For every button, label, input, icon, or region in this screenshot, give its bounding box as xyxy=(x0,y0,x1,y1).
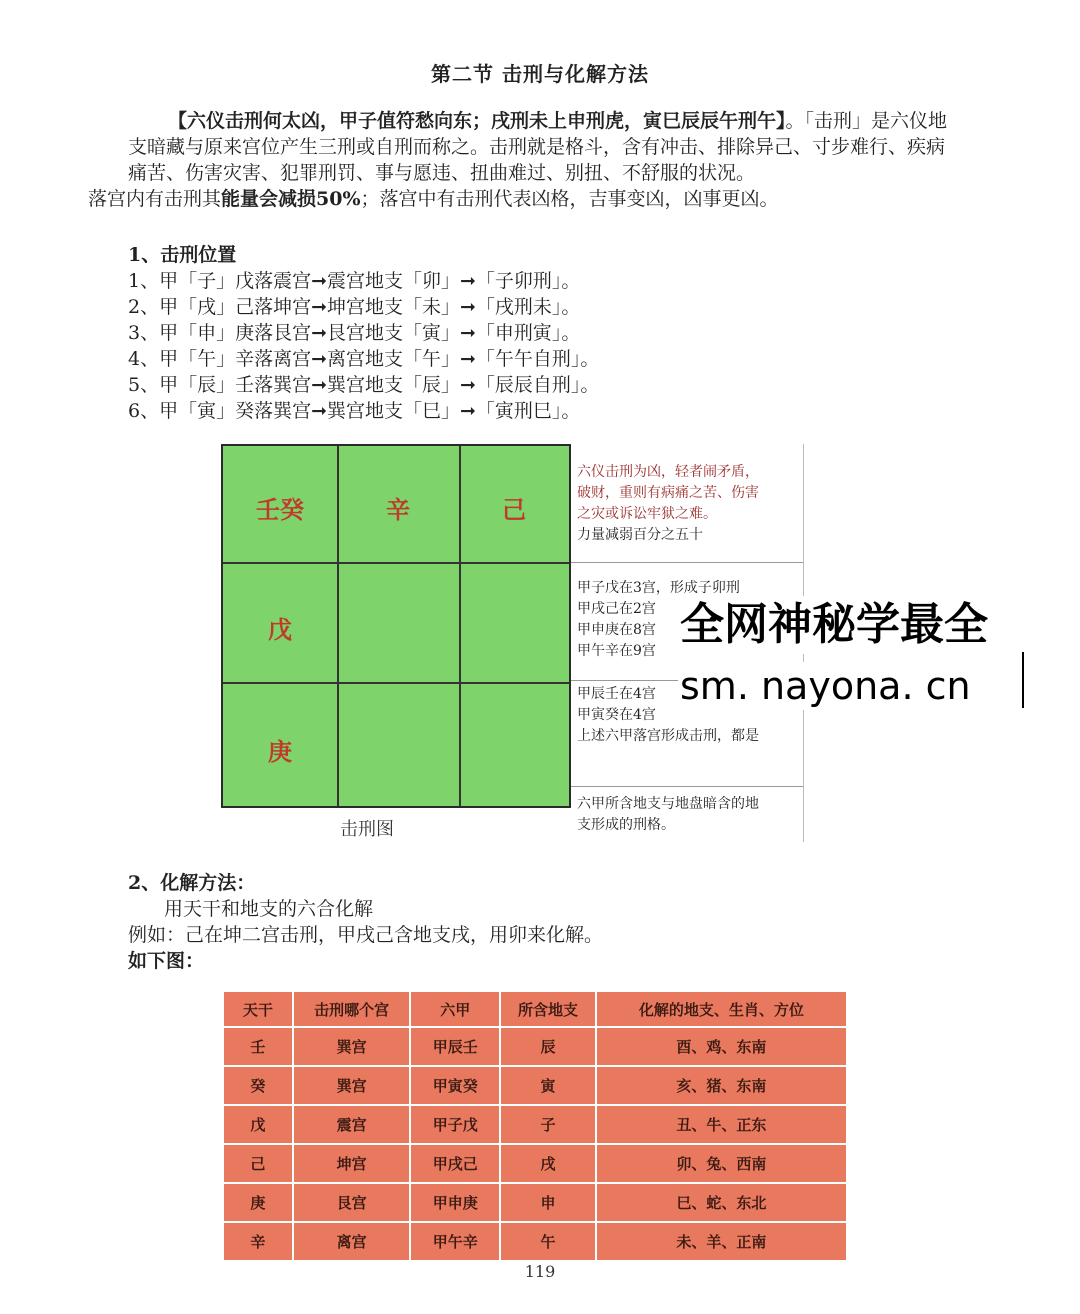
section2-line: 例如：己在坤二宫击刑，甲戌己含地支戌，用卯来化解。 xyxy=(128,924,604,946)
note-line: 甲戌己在2宫 xyxy=(577,601,656,617)
note-line: 甲午辛在9宫 xyxy=(577,643,656,659)
table-cell: 巳、蛇、东北 xyxy=(596,1183,847,1222)
table-row xyxy=(223,1066,847,1105)
note-line: 上述六甲落宫形成击刑，都是 xyxy=(577,728,759,744)
table-cell: 未、羊、正南 xyxy=(596,1222,847,1261)
table-cell: 甲戌己 xyxy=(410,1144,500,1183)
list-item: 3、甲「申」庚落艮宫➞艮宫地支「寅」➞「申刑寅」。 xyxy=(128,322,581,344)
table-cell: 亥、猪、东南 xyxy=(596,1066,847,1105)
table-cell: 子 xyxy=(500,1105,596,1144)
table-header: 六甲 xyxy=(410,991,500,1027)
text-cursor xyxy=(1022,652,1024,708)
note-line: 甲寅癸在4宫 xyxy=(577,707,656,723)
table-cell: 己 xyxy=(223,1144,293,1183)
remedy-table xyxy=(222,990,848,1262)
table-cell: 艮宫 xyxy=(293,1183,411,1222)
table-cell: 甲寅癸 xyxy=(410,1066,500,1105)
table-cell: 午 xyxy=(500,1222,596,1261)
table-cell: 巽宫 xyxy=(293,1066,411,1105)
table-cell: 甲辰壬 xyxy=(410,1027,500,1066)
note-line: 甲子戊在3宫，形成子卯刑 xyxy=(577,580,740,596)
note-line: 破财，重则有病痛之苦、伤害 xyxy=(577,485,759,501)
intro-text: 。「击刑」是六仪地支暗藏与原来宫位产生三刑或自刑而称之。击刑就是格斗，含有冲击、排除异己、寸步难行、疾病痛苦、伤害灾害、犯罪刑罚、事与愿违、扭曲难过、别扭、不舒服的状况。 xyxy=(128,110,948,184)
list-item: 5、甲「辰」壬落巽宫➞巽宫地支「辰」➞「辰辰自刑」。 xyxy=(128,374,600,396)
grid-cell-top-right: 己 xyxy=(502,495,526,524)
table-cell: 甲午辛 xyxy=(410,1222,500,1261)
table-row xyxy=(223,1222,847,1261)
page-title: 第二节 击刑与化解方法 xyxy=(431,62,649,86)
note-line: 甲申庚在8宫 xyxy=(577,622,656,638)
table-cell: 申 xyxy=(500,1183,596,1222)
table-cell: 酉、鸡、东南 xyxy=(596,1027,847,1066)
table-header: 化解的地支、生肖、方位 xyxy=(596,991,847,1027)
table-cell: 巽宫 xyxy=(293,1027,411,1066)
table-cell: 辛 xyxy=(223,1222,293,1261)
note-line: 力量减弱百分之五十 xyxy=(577,527,703,543)
jixing-grid-diagram xyxy=(221,444,571,808)
grid-cell-bottom-left: 庚 xyxy=(268,737,292,766)
note-line: 六仪击刑为凶，轻者闹矛盾， xyxy=(577,464,759,480)
grid-cell-middle-left: 戊 xyxy=(268,615,292,644)
note-line: 之灾或诉讼牢狱之难。 xyxy=(577,506,717,522)
table-cell: 寅 xyxy=(500,1066,596,1105)
table-cell: 癸 xyxy=(223,1066,293,1105)
table-header: 所含地支 xyxy=(500,991,596,1027)
note-line: 支形成的刑格。 xyxy=(577,817,675,833)
section2-heading: 2、化解方法： xyxy=(128,872,256,894)
intro-line2-a: 落宫内有击刑其 xyxy=(88,188,222,210)
list-item: 4、甲「午」辛落离宫➞离宫地支「午」➞「午午自刑」。 xyxy=(128,348,600,370)
table-cell: 丑、牛、正东 xyxy=(596,1105,847,1144)
table-header-row xyxy=(223,991,847,1027)
section1-heading: 1、击刑位置 xyxy=(128,244,237,266)
watermark-title: 全网神秘学最全 xyxy=(678,596,1080,654)
list-item: 1、甲「子」戊落震宫➞震宫地支「卯」➞「子卯刑」。 xyxy=(128,270,581,292)
table-cell: 离宫 xyxy=(293,1222,411,1261)
table-cell: 震宫 xyxy=(293,1105,411,1144)
table-row xyxy=(223,1105,847,1144)
list-item: 2、甲「戌」己落坤宫➞坤宫地支「未」➞「戌刑未」。 xyxy=(128,296,581,318)
table-cell: 戊 xyxy=(223,1105,293,1144)
table-row xyxy=(223,1183,847,1222)
table-cell: 壬 xyxy=(223,1027,293,1066)
table-cell: 辰 xyxy=(500,1027,596,1066)
intro-paragraph xyxy=(88,108,958,212)
table-row xyxy=(223,1027,847,1066)
intro-verse: 【六仪击刑何太凶，甲子值符愁向东；戌刑未上申刑虎，寅巳辰辰午刑午】 xyxy=(168,110,786,132)
note-line: 六甲所含地支与地盘暗含的地 xyxy=(577,796,759,812)
section2-line: 如下图： xyxy=(128,950,205,972)
table-cell: 戌 xyxy=(500,1144,596,1183)
note-line: 甲辰壬在4宫 xyxy=(577,686,656,702)
intro-line2-b: ；落宫中有击刑代表凶格，吉事变凶，凶事更凶。 xyxy=(360,188,779,210)
table-cell: 卯、兔、西南 xyxy=(596,1144,847,1183)
table-header: 击刑哪个宫 xyxy=(293,991,411,1027)
table-cell: 庚 xyxy=(223,1183,293,1222)
table-cell: 甲子戊 xyxy=(410,1105,500,1144)
grid-cell-top-middle: 辛 xyxy=(386,495,410,524)
page-number: 119 xyxy=(524,1262,556,1281)
table-row xyxy=(223,1144,847,1183)
watermark-url: sm. nayona. cn xyxy=(678,662,1028,710)
grid-cell-top-left: 壬癸 xyxy=(256,495,304,524)
table-cell: 甲申庚 xyxy=(410,1183,500,1222)
table-cell: 坤宫 xyxy=(293,1144,411,1183)
intro-line2-bold: 能量会减损50% xyxy=(221,188,361,210)
table-header: 天干 xyxy=(223,991,293,1027)
diagram-caption: 击刑图 xyxy=(340,819,394,840)
list-item: 6、甲「寅」癸落巽宫➞巽宫地支「巳」➞「寅刑巳」。 xyxy=(128,400,581,422)
section2-line: 用天干和地支的六合化解 xyxy=(164,898,374,920)
